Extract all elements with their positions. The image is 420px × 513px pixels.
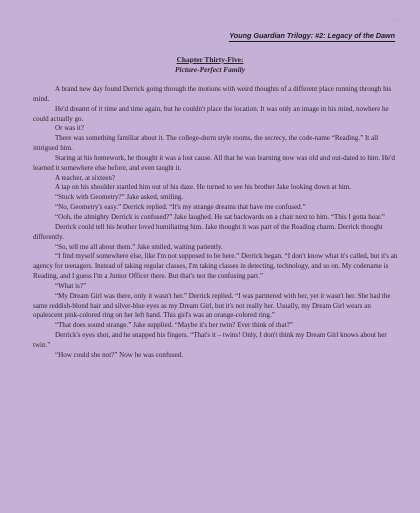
page-number: 295 (390, 18, 400, 24)
chapter-title: Chapter Thirty-Five: (176, 55, 244, 64)
paragraph: “Ooh, the almighty Derrick is confused?” Jake laughed. He sat backwards on a chair next to him. “This I gotta hear.” (55, 212, 385, 221)
paragraph: “Stuck with Geometry?” Jake asked, smiling. (55, 193, 184, 202)
paragraph: “My Dream Girl was there, only it wasn't her.” Derrick replied. “I was partnered with her, yet it wasn't her. She had the same reddish-blond hair and silver-blue eyes as my Dream Girl, but it's not really her. Usually, my Dream Girl wears an opalescent pink-colored ring on her left hand. This girl's was an orange-colored ring.” (33, 291, 391, 320)
paragraph: “I find myself somewhere else, like I'm not supposed to be here.” Derrick began. “I don't know what it's called, but it's an agency for teenagers. Instead of taking regular classes, I'm taking classes in detecting, technology, and so on. My codename is Reading, and I guess I'm a Junior Officer there. But that's not the confusing part.” (33, 252, 398, 281)
paragraph: “How could she not?” Now he was confused. (55, 350, 183, 359)
paragraph: He'd dreamt of it time and time again, but he couldn't place the location. It was only an image in his mind, nowhere he could actually go. (33, 104, 389, 123)
chapter-body (33, 85, 398, 361)
chapter-heading (0, 55, 420, 75)
paragraph: Derrick could tell his brother loved humiliating him. Jake thought it was part of the Reading charm. Derrick thought differently. (33, 222, 383, 241)
paragraph: Or was it? (55, 124, 84, 133)
paragraph: “What is?” (55, 281, 87, 290)
paragraph: A tap on his shoulder startled him out of his daze. He turned to see his brother Jake looking down at him. (55, 183, 352, 192)
paragraph: There was something familiar about it. The college-dorm style rooms, the secrecy, the code-name “Reading.” It all intrigued him. (33, 134, 379, 153)
running-header-title: Young Guardian Trilogy: #2: Legacy of the Dawn (229, 31, 395, 40)
paragraph: Derrick's eyes shot, and he snapped his fingers. “That's it – twins! Only, I don't think my Dream Girl knows about her twin.” (33, 331, 387, 349)
paragraph: “So, tell me all about them.” Jake smiled, waiting patiently. (55, 242, 223, 251)
paragraph: “No, Geometry's easy.” Derrick replied. “It's my strange dreams that have me confused.” (55, 203, 306, 212)
paragraph: “That does sound strange.” Jake supplied. “Maybe it's her twin? Ever think of that?” (55, 321, 293, 330)
chapter-subtitle: Picture-Perfect Family (175, 65, 245, 74)
paragraph: A teacher, at sixteen? (55, 173, 115, 182)
paragraph: A brand new day found Derrick going through the motions with weird thoughts of a different place running through his mind. (33, 85, 392, 103)
paragraph: Staring at his homework, he thought it was a lost cause. All that he was learning now was old and out-dated to him. He'd learned it somewhere else before, and even taught it. (33, 153, 395, 172)
